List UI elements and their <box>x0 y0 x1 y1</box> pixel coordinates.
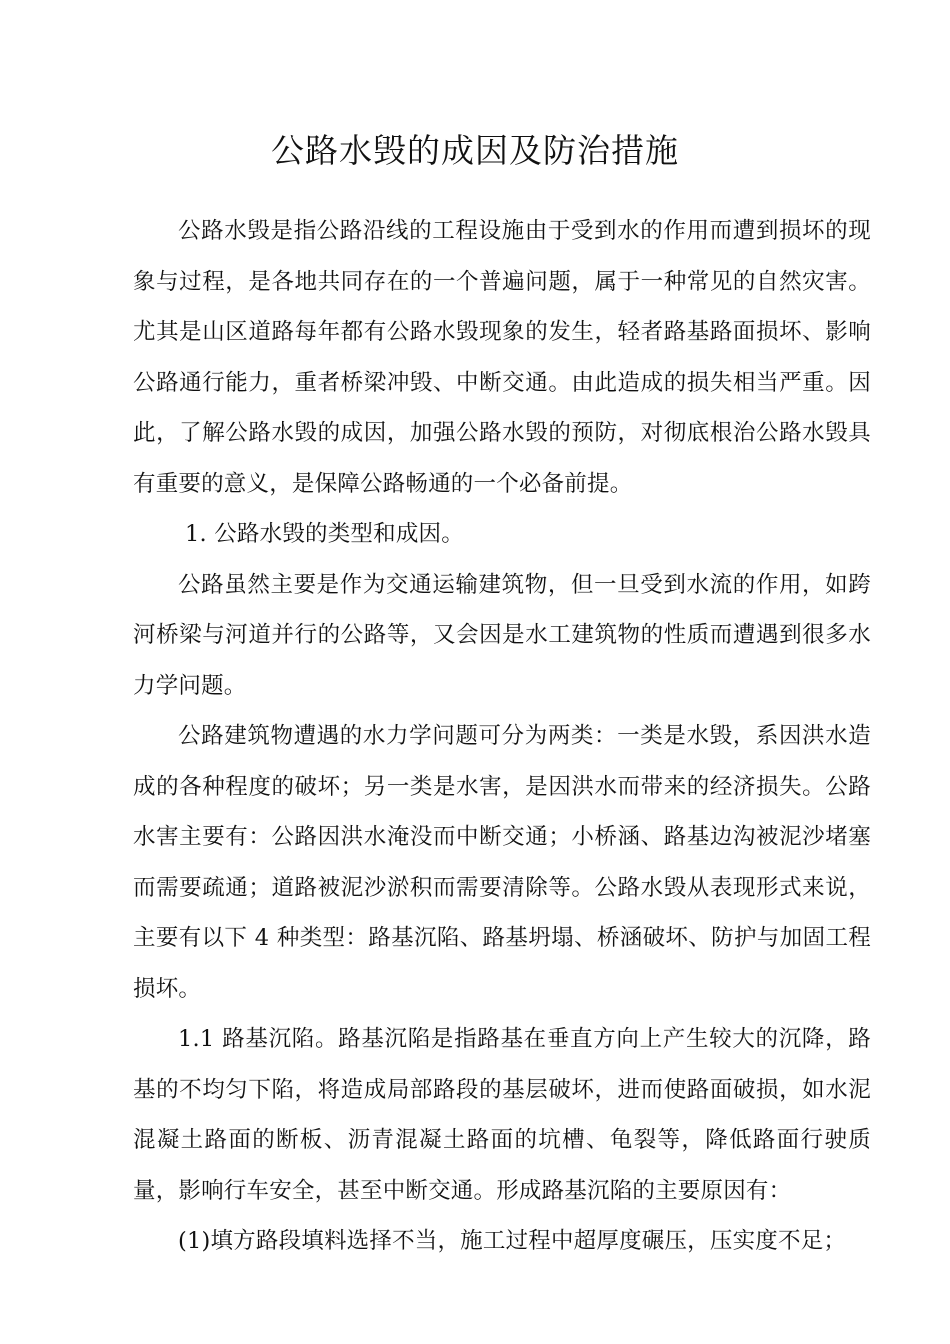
list-item-cause-1: (1)填方路段填料选择不当，施工过程中超厚度碾压，压实度不足； <box>178 1228 847 1254</box>
paragraph-intro: 公路水毁是指公路沿线的工程设施由于受到水的作用而遭到损坏的现象与过程，是各地共同存在的一个普遍问题，属于一种常见的自然灾害。尤其是山区道路每年都有公路水毁现象的发生，轻者路基路面损坏、影响公路通行能力，重者桥梁冲毁、中断交通。由此造成的损失相当严重。因此，了解公路水毁的成因，加强公路水毁的预防，对彻底根治公路水毁具有重要的意义，是保障公路畅通的一个必备前提。 <box>133 218 871 497</box>
document-title: 公路水毁的成因及防治措施 <box>271 131 679 170</box>
paragraph-problem-types: 公路建筑物遭遇的水力学问题可分为两类：一类是水毁，系因洪水造成的各种程度的破坏；另一类是水害，是因洪水而带来的经济损失。公路水害主要有：公路因洪水淹没而中断交通；小桥涵、路基边沟被泥沙堵塞而需要疏通；道路被泥沙淤积而需要清除等。公路水毁从表现形式来说，主要有以下 4 种类型：路基沉陷、路基坍塌、桥涵破坏、防护与加固工程损坏。 <box>133 723 871 1002</box>
section-heading-types: 1. 公路水毁的类型和成因。 <box>185 521 464 547</box>
paragraph-subgrade-settlement: 1.1 路基沉陷。路基沉陷是指路基在垂直方向上产生较大的沉降，路基的不均匀下陷，将造成局部路段的基层破坏，进而使路面破损，如水泥混凝土路面的断板、沥青混凝土路面的坑槽、龟裂等，降低路面行驶质量，影响行车安全，甚至中断交通。形成路基沉陷的主要原因有： <box>133 1026 871 1204</box>
paragraph-hydraulic: 公路虽然主要是作为交通运输建筑物，但一旦受到水流的作用，如跨河桥梁与河道并行的公路等，又会因是水工建筑物的性质而遭遇到很多水力学问题。 <box>133 571 871 699</box>
document-body <box>133 206 871 1267</box>
